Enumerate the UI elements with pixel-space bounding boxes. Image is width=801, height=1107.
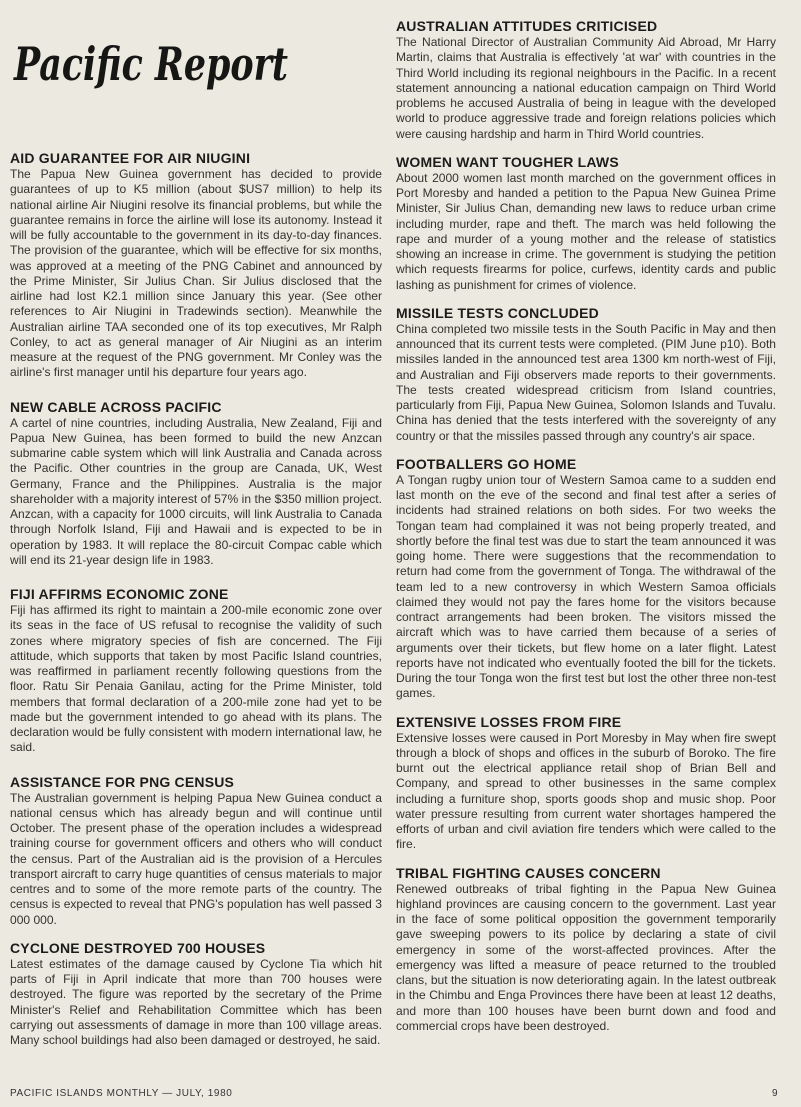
- article-body: The National Director of Australian Community Aid Abroad, Mr Harry Martin, claims that Australia is effectively 'at war' with countries in the Third World including its regional neighbours in the Pacific. In a recent statement announcing a national education campaign on Third World problems he accused Australia of being in league with the developed world to produce aggressive trade and foreign relations policies which were causing hardship and harm in Third World countries.: [396, 35, 776, 141]
- article-body: The Papua New Guinea government has decided to provide guarantees of up to K5 million (about $US7 million) to help its national airline Air Niugini resolve its financial problems, but while the guarantee remains in force the airline will lose its autonomy. Instead it will be fully accountable to the government in its day-to-day finances. The provision of the guarantee, which will be effective for six months, was approved at a meeting of the PNG Cabinet and announced by the Prime Minister, Sir Julius Chan. Sir Julius disclosed that the airline had lost K2.1 million since January this year. (See other references to Air Niugini in Tradewinds section). Meanwhile the Australian airline TAA seconded one of its top executives, Mr Ralph Conley, to act as general manager of Air Niugini as an interim measure at the request of the PNG government. Mr Conley was the airline's first manager until his departure four years ago.: [10, 167, 382, 380]
- article-body: About 2000 women last month marched on the government offices in Port Moresby and handed a petition to the Papua New Guinea Prime Minister, Sir Julius Chan, demanding new laws to reduce urban crime including murder, rape and theft. The march was held following the rape and murder of a young mother and the release of statistics showing an increase in crime. The government is studying the petition which requests firearms for police, curfews, identity cards and public lashing as punishment for crimes of violence.: [396, 170, 776, 292]
- footer-publication: PACIFIC ISLANDS MONTHLY — JULY, 1980: [10, 1088, 233, 1099]
- article-new-cable: [10, 399, 382, 569]
- article-fiji-zone: [10, 586, 382, 756]
- article-air-niugini: [10, 150, 382, 381]
- article-body: Extensive losses were caused in Port Moresby in May when fire swept through a block of shops and offices in the suburb of Boroko. The fire burnt out the electrical appliance retail shop of Brian Bell and Company, and spread to other businesses in the same complex including a furniture shop, sports goods shop and music shop. Poor water pressure resulting from current water shortages hampered the efforts of urban and civil aviation fire tenders which were called to the fire.: [396, 730, 776, 852]
- article-fire-losses: [396, 714, 776, 853]
- article-headline: CYCLONE DESTROYED 700 HOUSES: [10, 939, 266, 956]
- masthead-title: Pacific Report: [12, 37, 288, 91]
- article-cyclone: [10, 940, 382, 1049]
- article-body: Latest estimates of the damage caused by Cyclone Tia which hit parts of Fiji in April indicate that more than 700 houses were destroyed. The figure was reported by the secretary of the Prime Minister's Relief and Rehabilitation Committee which has been carrying out assessments of damage in more than 100 village areas. Many school buildings had also been damaged or destroyed, he said.: [10, 956, 382, 1047]
- article-missile-tests: [396, 305, 776, 444]
- article-png-census: [10, 774, 382, 928]
- article-body: China completed two missile tests in the South Pacific in May and then announced that its current tests were completed. (PIM June p10). Both missiles landed in the announced test area 1300 km north-west of Fiji, and Australian and Fiji observers made reports to their governments. The tests created widespread criticism from Island countries, particularly from Fiji, Papua New Guinea, Solomon Islands and Tuvalu. China has denied that the tests interfered with the sovereignty of any country or that the missiles passed through any country's air space.: [396, 321, 776, 443]
- article-footballers: [396, 456, 776, 702]
- article-headline: FOOTBALLERS GO HOME: [396, 455, 577, 472]
- article-headline: AUSTRALIAN ATTITUDES CRITICISED: [396, 18, 658, 34]
- article-headline: FIJI AFFIRMS ECONOMIC ZONE: [10, 586, 229, 602]
- article-body: Renewed outbreaks of tribal fighting in the Papua New Guinea highland provinces are causing concern to the government. Last year in the face of some political opposition the government temporarily gave sweeping powers to its police by declaring a state of civil emergency in some of the worst-affected provinces. After the emergency was lifted a measure of peace returned to the troubled clans, but the situation is now deteriorating again. In the latest outbreak in the Chimbu and Enga Provinces there have been at least 12 deaths, and more than 100 houses have been burnt down and food and commercial crops have been destroyed.: [396, 881, 776, 1033]
- right-column: [396, 18, 776, 1044]
- article-headline: EXTENSIVE LOSSES FROM FIRE: [396, 713, 622, 730]
- article-headline: ASSISTANCE FOR PNG CENSUS: [10, 773, 235, 790]
- left-column: [10, 150, 382, 1058]
- article-women-laws: [396, 154, 776, 293]
- article-headline: MISSILE TESTS CONCLUDED: [396, 304, 599, 321]
- article-headline: AID GUARANTEE FOR AIR NIUGINI: [10, 150, 251, 166]
- article-australian-attitudes: [396, 18, 776, 142]
- article-body: A Tongan rugby union tour of Western Samoa came to a sudden end last month on the eve of the second and final test after a series of incidents had strained relations on both sides. For two weeks the Tongan team had complained it was not being properly treated, and shortly before the final test was due to start the team announced it was going home. There were suggestions that the recommendation to return had come from the government of Tonga. The withdrawal of the team led to a new controversy in which Western Samoa officials claimed they would not pay the fares home for the visitors because contract arrangements had been broken. The visitors missed the aircraft which was to have carried them because of a series of arguments over their tickets, but flew home on a later flight. Latest reports have not indicated who eventually footed the bill for the tickets. During the tour Tonga won the first test but lost the other three non-test games.: [396, 472, 776, 701]
- article-headline: NEW CABLE ACROSS PACIFIC: [10, 398, 222, 415]
- masthead-logo: [12, 18, 292, 98]
- article-tribal-fighting: [396, 865, 776, 1035]
- article-headline: TRIBAL FIGHTING CAUSES CONCERN: [396, 864, 661, 881]
- article-body: The Australian government is helping Papua New Guinea conduct a national census which has already begun and will continue until October. The present phase of the operation includes a widespread training course for government officers and others who will conduct the census. Part of the Australian aid is the provision of a Hercules transport aircraft to carry huge quantities of census materials to major centres and to some of the more remote parts of the country. The census is expected to reveal that PNG's population has well passed 3 000 000.: [10, 790, 382, 927]
- article-body: A cartel of nine countries, including Australia, New Zealand, Fiji and Papua New Guinea, has been formed to build the new Anzcan submarine cable system which will link Australia and Canada across the Pacific. Other countries in the group are Canada, UK, West Germany, France and the Philippines. Australia is the major shareholder with a majority interest of 57% in the $350 million project. Anzcan, with a capacity for 1000 circuits, will link Australia to Canada through Norfolk Island, Fiji and Hawaii and is expected to be in operation by 1983. It will replace the 80-circuit Compac cable which will end its 21-year design life in 1983.: [10, 415, 382, 567]
- article-body: Fiji has affirmed its right to maintain a 200-mile economic zone over its seas in the face of US refusal to recognise the validity of such zones where migratory species of fish are concerned. The Fiji attitude, which supports that taken by most Pacific Island countries, was reaffirmed in parliament recently following questions from the floor. Ratu Sir Penaia Ganilau, acting for the Prime Minister, told members that formal declaration of a 200-mile zone had yet to be made but the government intended to go ahead with its plans. The declaration would be fully consistent with modern international law, he said.: [10, 603, 382, 755]
- article-headline: WOMEN WANT TOUGHER LAWS: [396, 153, 619, 170]
- page-number: 9: [772, 1088, 778, 1099]
